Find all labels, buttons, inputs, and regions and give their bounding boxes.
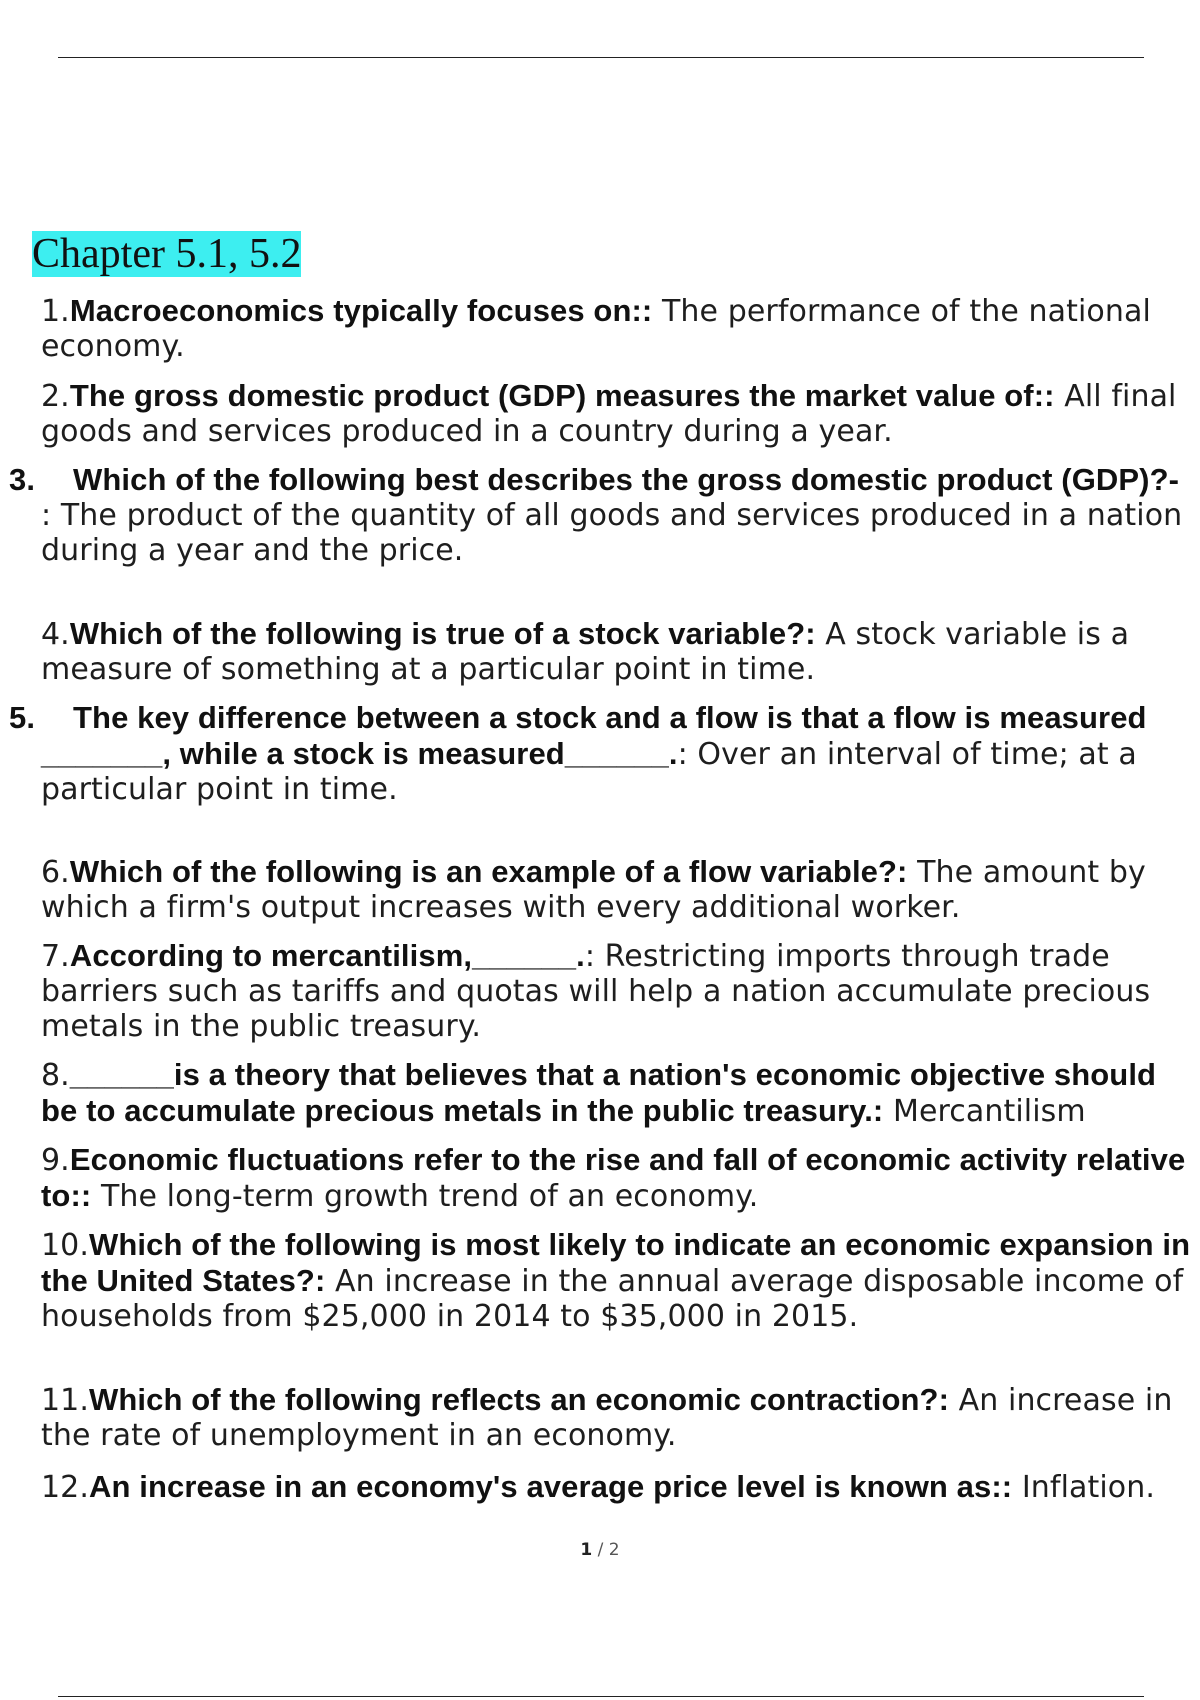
chapter-title: [30, 226, 303, 282]
chapter-title-text: Chapter 5.1, 5.2: [32, 231, 302, 277]
item-number: 9.: [41, 1143, 70, 1178]
bottom-rule: [58, 1696, 1144, 1697]
answer-text: : Restricting imports through trade barriers such as tariffs and quotas will help a nation accumulate precious metals in the public treasury.: [41, 939, 1151, 1044]
qa-item-10: [41, 1227, 1191, 1334]
qa-item-2: [41, 378, 1191, 449]
answer-text: An increase in the annual average disposable income of households from $25,000 in 2014 to $35,000 in 2015.: [41, 1264, 1184, 1334]
qa-item-8: [41, 1057, 1191, 1129]
answer-text: All final goods and services produced in a country during a year.: [41, 379, 1177, 449]
question-text: Which of the following reflects an economic contraction?:: [89, 1382, 949, 1417]
qa-item-4: [41, 616, 1191, 687]
question-text: Which of the following is most likely to indicate an economic expansion in the United States?:: [41, 1227, 1191, 1298]
current-page: 1: [580, 1540, 593, 1560]
answer-text: Mercantilism: [883, 1094, 1086, 1129]
item-number: 10.: [41, 1228, 90, 1263]
item-number: 8.: [41, 1058, 70, 1093]
question-text: Economic fluctuations refer to the rise and fall of economic activity relative to::: [41, 1142, 1186, 1213]
question-text: Macroeconomics typically focuses on::: [69, 293, 653, 328]
item-number: 5.: [9, 700, 36, 735]
question-text: Which of the following is an example of a flow variable?:: [69, 854, 908, 889]
item-number: 7.: [41, 939, 70, 974]
item-number: 1.: [41, 294, 70, 329]
question-text: Which of the following is true of a stock variable?:: [69, 616, 816, 651]
qa-item-11: [41, 1382, 1191, 1453]
question-text: The key difference between a stock and a flow is that a flow is measured: [73, 700, 1147, 735]
item-number: 4.: [41, 617, 70, 652]
question-text: The gross domestic product (GDP) measures the market value of::: [69, 378, 1055, 413]
answer-text: The amount by which a firm's output increases with every additional worker.: [41, 855, 1146, 925]
top-rule: [58, 57, 1144, 58]
answer-text: Inflation.: [1012, 1470, 1155, 1505]
qa-item-3: [9, 462, 1191, 568]
page-indicator: [0, 1540, 1200, 1560]
question-text: Which of the following best describes the gross domestic product (GDP)?-: [73, 462, 1180, 497]
item-number: 6.: [41, 855, 70, 890]
question-text: According to mercantilism,______.: [69, 938, 585, 973]
answer-text: The long-term growth trend of an economy.: [91, 1179, 759, 1214]
answer-text: The performance of the national economy.: [41, 294, 1151, 364]
qa-item-6: [41, 854, 1191, 925]
answer-text: A stock variable is a measure of something at a particular point in time.: [41, 617, 1130, 687]
item-number: 2.: [41, 379, 70, 414]
qa-item-1: [41, 293, 1191, 364]
item-number: 11.: [41, 1383, 90, 1418]
answer-text: : Over an interval of time; at a particular point in time.: [41, 737, 1137, 807]
question-text: An increase in an economy's average price level is known as::: [89, 1469, 1013, 1504]
total-pages: 2: [608, 1540, 620, 1560]
page-separator: /: [592, 1540, 609, 1560]
qa-item-7: [41, 938, 1191, 1044]
question-blanks: _______, while a stock is measured______.: [41, 736, 678, 771]
qa-item-9: [41, 1142, 1191, 1214]
answer-text: : The product of the quantity of all goods and services produced in a nation during a year and the price.: [41, 498, 1183, 568]
answer-text: An increase in the rate of unemployment in an economy.: [41, 1383, 1173, 1453]
item-number: 12.: [41, 1470, 90, 1505]
item-number: 3.: [9, 462, 36, 497]
question-text: ______is a theory that believes that a nation's economic objective should be to accumulate precious metals in the public treasury.:: [41, 1057, 1157, 1128]
qa-item-5: [9, 700, 1191, 807]
qa-item-12: [41, 1469, 1191, 1505]
